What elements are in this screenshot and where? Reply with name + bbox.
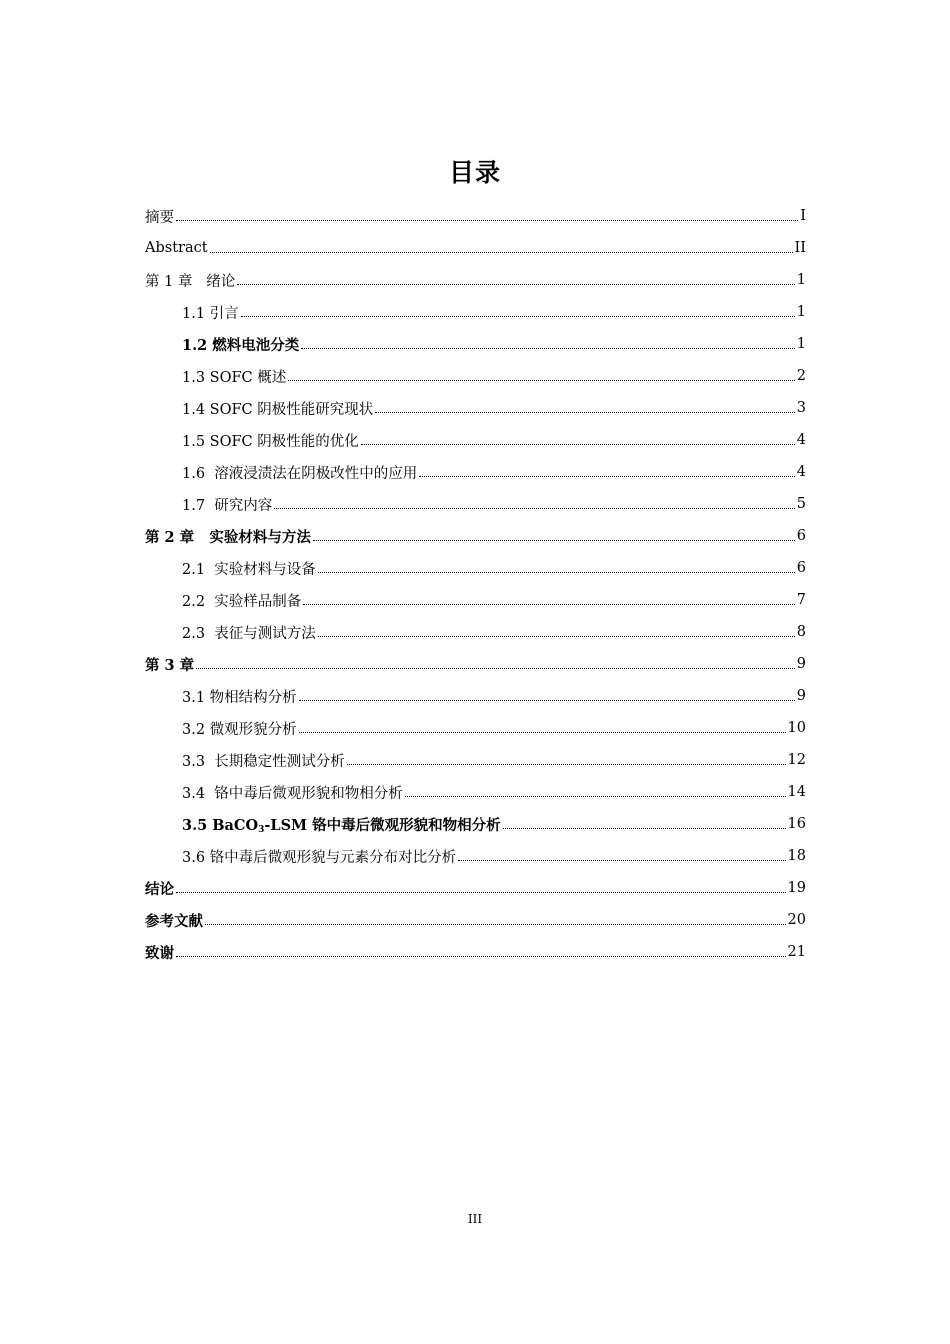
toc-entry-chapter-1[interactable] [145, 264, 806, 296]
toc-entry-page: 7 [796, 592, 806, 608]
dot-leader [301, 347, 794, 349]
dot-leader [375, 411, 795, 413]
dot-leader [458, 859, 785, 861]
dot-leader [318, 635, 795, 637]
toc-entry-3-4[interactable] [145, 776, 806, 808]
toc-entry-label: 第 2 章 实验材料与方法 [145, 528, 311, 546]
toc-entry-label: Abstract [145, 240, 208, 256]
toc-entry-1-5[interactable] [145, 424, 806, 456]
toc-entry-2-1[interactable] [145, 552, 806, 584]
toc-entry-page: II [794, 240, 806, 256]
toc-entry-page: 3 [796, 400, 806, 416]
toc-entry-page: 9 [796, 656, 806, 672]
toc-entry-label: 1.5 SOFC 阴极性能的优化 [182, 433, 359, 450]
toc-entry-conclusion[interactable] [145, 872, 806, 904]
toc-entry-1-1[interactable] [145, 296, 806, 328]
toc-entry-label: 3.1 物相结构分析 [182, 689, 297, 706]
toc-entry-label: 1.7 研究内容 [182, 497, 273, 514]
toc-entry-label: 1.3 SOFC 概述 [182, 369, 287, 386]
toc-entry-label: 第 1 章 绪论 [145, 273, 236, 290]
toc-entry-chapter-2[interactable] [145, 520, 806, 552]
footer-page-number: III [467, 1212, 483, 1226]
dot-leader [313, 539, 795, 541]
toc-entry-1-2[interactable] [145, 328, 806, 360]
toc-entry-3-1[interactable] [145, 680, 806, 712]
toc-entry-3-3[interactable] [145, 744, 806, 776]
toc-entry-label-subscript: 3 [258, 824, 265, 835]
toc-entry-page: 20 [787, 912, 806, 928]
toc-entry-1-7[interactable] [145, 488, 806, 520]
toc-entry-page: 8 [796, 624, 806, 640]
toc-entry-page: 6 [796, 560, 806, 576]
dot-leader [274, 507, 794, 509]
toc-entry-label: 参考文献 [145, 912, 203, 930]
toc-entry-label-suffix: -LSM 铬中毒后微观形貌和物相分析 [264, 816, 501, 834]
toc-entry-chapter-3[interactable] [145, 648, 806, 680]
toc-entry-label: 2.2 实验样品制备 [182, 593, 302, 610]
toc-entry-page: 5 [796, 496, 806, 512]
dot-leader [299, 731, 786, 733]
toc-entry-3-6[interactable] [145, 840, 806, 872]
toc-entry-label: 1.1 引言 [182, 305, 239, 322]
toc-entry-label: 2.1 实验材料与设备 [182, 561, 316, 578]
toc-entry-label: 摘要 [145, 209, 174, 226]
dot-leader [503, 827, 786, 829]
toc-entry-page: 4 [796, 464, 806, 480]
toc-entry-1-3[interactable] [145, 360, 806, 392]
dot-leader [299, 699, 795, 701]
toc-entry-page: 19 [787, 880, 806, 896]
toc-entry-abstract-cn[interactable] [145, 200, 806, 232]
toc-entry-label: 1.4 SOFC 阴极性能研究现状 [182, 401, 374, 418]
toc-entry-label: 3.6 铬中毒后微观形貌与元素分布对比分析 [182, 849, 457, 866]
toc-entry-label [182, 814, 501, 835]
dot-leader [196, 667, 795, 669]
toc-entry-label: 3.4 铬中毒后微观形貌和物相分析 [182, 785, 403, 802]
toc-entry-page: I [800, 208, 806, 224]
toc-entry-label: 第 3 章 [145, 656, 195, 674]
toc-entry-label: 3.3 长期稳定性测试分析 [182, 753, 345, 770]
toc-entry-1-4[interactable] [145, 392, 806, 424]
table-of-contents [145, 200, 806, 968]
dot-leader [241, 315, 795, 317]
toc-entry-page: 10 [787, 720, 806, 736]
toc-entry-label: 3.2 微观形貌分析 [182, 721, 297, 738]
dot-leader [176, 219, 798, 221]
toc-entry-page: 16 [787, 816, 806, 832]
toc-entry-3-5[interactable] [145, 808, 806, 840]
toc-entry-2-2[interactable] [145, 584, 806, 616]
dot-leader [205, 923, 786, 925]
dot-leader [288, 379, 795, 381]
dot-leader [361, 443, 795, 445]
dot-leader [405, 795, 786, 797]
dot-leader [237, 283, 794, 285]
dot-leader [347, 763, 786, 765]
toc-entry-page: 18 [787, 848, 806, 864]
dot-leader [210, 251, 793, 253]
toc-entry-references[interactable] [145, 904, 806, 936]
toc-entry-page: 6 [796, 528, 806, 544]
toc-entry-page: 4 [796, 432, 806, 448]
dot-leader [176, 891, 786, 893]
toc-entry-label: 1.6 溶液浸渍法在阴极改性中的应用 [182, 465, 418, 482]
toc-entry-label: 1.2 燃料电池分类 [182, 336, 300, 354]
toc-title: 目录 [448, 158, 501, 187]
toc-entry-page: 12 [787, 752, 806, 768]
toc-entry-3-2[interactable] [145, 712, 806, 744]
toc-entry-page: 14 [787, 784, 806, 800]
toc-entry-acknowledgements[interactable] [145, 936, 806, 968]
toc-entry-page: 21 [787, 944, 806, 960]
toc-entry-page: 9 [796, 688, 806, 704]
dot-leader [303, 603, 794, 605]
toc-entry-2-3[interactable] [145, 616, 806, 648]
toc-entry-page: 1 [796, 336, 806, 352]
toc-entry-abstract-en[interactable] [145, 232, 806, 264]
toc-entry-label: 结论 [145, 880, 174, 898]
dot-leader [318, 571, 795, 573]
dot-leader [176, 955, 786, 957]
toc-entry-label: 致谢 [145, 944, 174, 962]
toc-entry-label-prefix: 3.5 BaCO [182, 816, 259, 834]
toc-entry-page: 1 [796, 304, 806, 320]
toc-entry-1-6[interactable] [145, 456, 806, 488]
toc-entry-page: 2 [796, 368, 806, 384]
toc-entry-label: 2.3 表征与测试方法 [182, 625, 316, 642]
dot-leader [419, 475, 794, 477]
toc-entry-page: 1 [796, 272, 806, 288]
